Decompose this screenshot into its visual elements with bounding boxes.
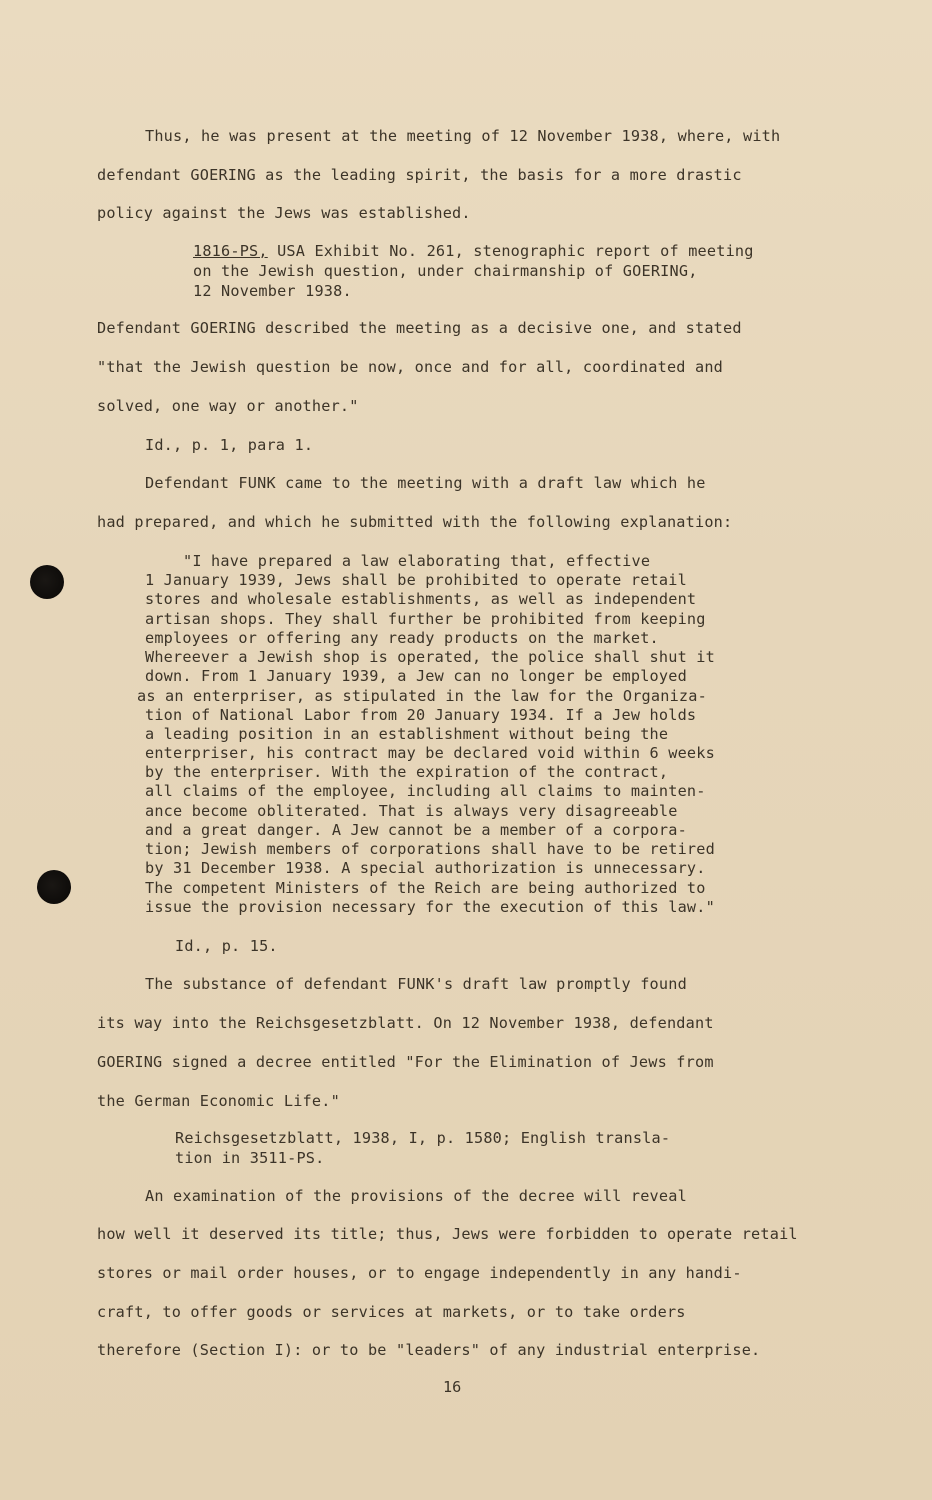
- citation-line: [193, 242, 754, 260]
- text-line: the German Economic Life.": [97, 1092, 340, 1110]
- quote-line: by the enterpriser. With the expiration of the contract,: [145, 763, 669, 781]
- quote-line: down. From 1 January 1939, a Jew can no longer be employed: [145, 667, 687, 685]
- quote-line: ance become obliterated. That is always very disagreeable: [145, 802, 678, 820]
- quote-line: stores and wholesale establishments, as well as independent: [145, 590, 697, 608]
- text-line: had prepared, and which he submitted with the following explanation:: [97, 513, 733, 531]
- quote-line: tion of National Labor from 20 January 1934. If a Jew holds: [145, 706, 697, 724]
- quote-line: 1 January 1939, Jews shall be prohibited to operate retail: [145, 571, 687, 589]
- page-number: 16: [443, 1378, 462, 1396]
- citation-line: Id., p. 15.: [175, 937, 278, 955]
- quote-line: and a great danger. A Jew cannot be a member of a corpora-: [145, 821, 687, 839]
- quote-line: The competent Ministers of the Reich are being authorized to: [145, 879, 706, 897]
- quote-line: a leading position in an establishment without being the: [145, 725, 669, 743]
- quote-line: all claims of the employee, including all claims to mainten-: [145, 782, 706, 800]
- text-line: An examination of the provisions of the decree will reveal: [145, 1187, 687, 1205]
- quote-line: "I have prepared a law elaborating that, effective: [183, 552, 651, 570]
- quote-line: employees or offering any ready products on the market.: [145, 629, 659, 647]
- text-line: The substance of defendant FUNK's draft law promptly found: [145, 975, 687, 993]
- text-line: therefore (Section I): or to be "leaders" of any industrial enterprise.: [97, 1341, 761, 1359]
- text-line: how well it deserved its title; thus, Jews were forbidden to operate retail: [97, 1225, 798, 1243]
- quote-line: as an enterpriser, as stipulated in the law for the Organiza-: [137, 687, 707, 705]
- text-line: its way into the Reichsgesetzblatt. On 12 November 1938, defendant: [97, 1014, 714, 1032]
- citation-line: Id., p. 1, para 1.: [145, 436, 314, 454]
- punch-hole: [37, 870, 71, 904]
- citation-rest: USA Exhibit No. 261, stenographic report of meeting: [267, 242, 754, 260]
- quote-line: artisan shops. They shall further be prohibited from keeping: [145, 610, 706, 628]
- citation-line: tion in 3511-PS.: [175, 1149, 325, 1167]
- text-line: stores or mail order houses, or to engage independently in any handi-: [97, 1264, 742, 1282]
- text-line: Thus, he was present at the meeting of 12 November 1938, where, with: [145, 127, 781, 145]
- text-line: Defendant FUNK came to the meeting with a draft law which he: [145, 474, 706, 492]
- quote-line: issue the provision necessary for the execution of this law.": [145, 898, 715, 916]
- citation-line: Reichsgesetzblatt, 1938, I, p. 1580; English transla-: [175, 1129, 671, 1147]
- citation-id: 1816-PS,: [193, 242, 268, 260]
- text-line: Defendant GOERING described the meeting as a decisive one, and stated: [97, 319, 742, 337]
- text-line: solved, one way or another.": [97, 397, 359, 415]
- punch-hole: [30, 565, 64, 599]
- quote-line: enterpriser, his contract may be declared void within 6 weeks: [145, 744, 715, 762]
- text-line: craft, to offer goods or services at markets, or to take orders: [97, 1303, 686, 1321]
- citation-line: 12 November 1938.: [193, 282, 352, 300]
- quote-line: tion; Jewish members of corporations shall have to be retired: [145, 840, 715, 858]
- citation-line: on the Jewish question, under chairmanship of GOERING,: [193, 262, 698, 280]
- quote-line: Whereever a Jewish shop is operated, the police shall shut it: [145, 648, 715, 666]
- quote-line: by 31 December 1938. A special authorization is unnecessary.: [145, 859, 706, 877]
- text-line: "that the Jewish question be now, once and for all, coordinated and: [97, 358, 724, 376]
- text-line: defendant GOERING as the leading spirit, the basis for a more drastic: [97, 166, 742, 184]
- text-line: GOERING signed a decree entitled "For the Elimination of Jews from: [97, 1053, 714, 1071]
- text-line: policy against the Jews was established.: [97, 204, 471, 222]
